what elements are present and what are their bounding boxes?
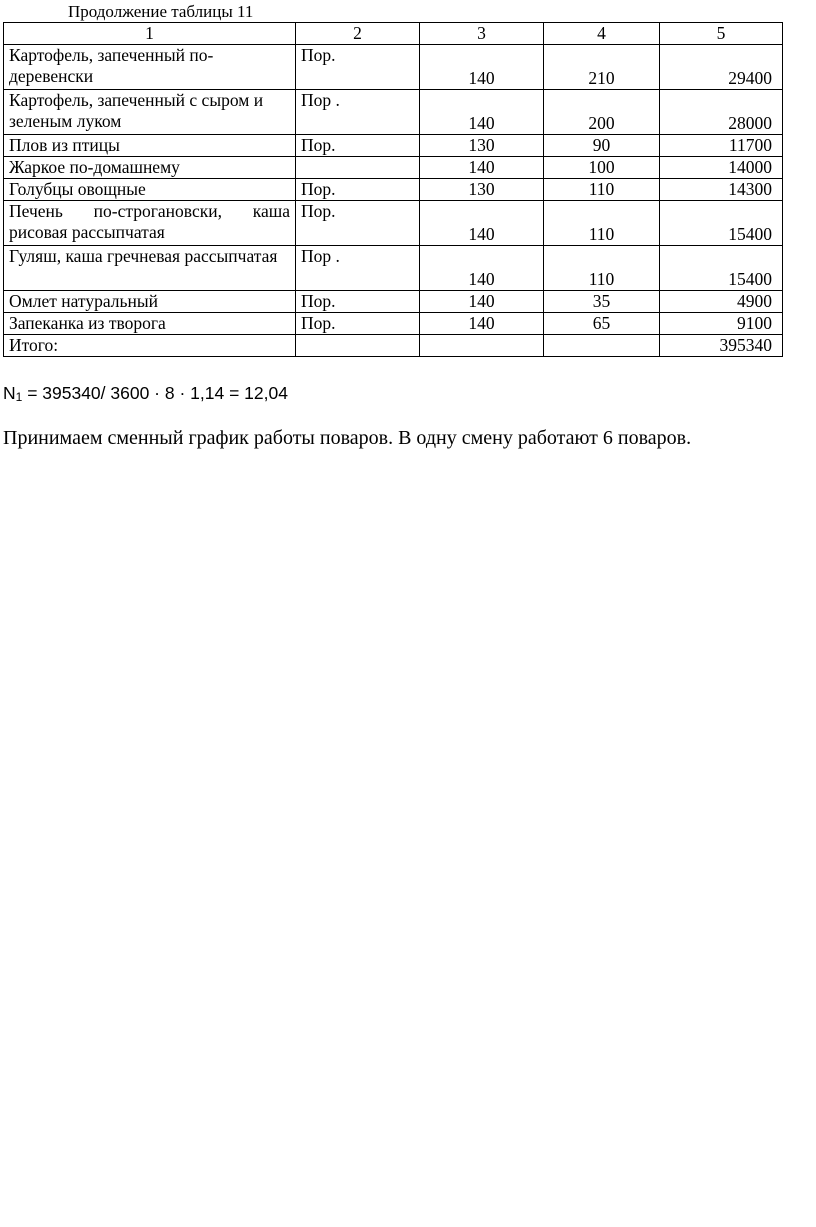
table-row [4,179,783,201]
cell-col5: 4900 [660,291,783,313]
table-row [4,201,783,246]
dish-unit: Пор . [296,246,420,291]
table-caption: Продолжение таблицы 11 [68,2,254,21]
cell-col5: 15400 [660,246,783,291]
cell-col3: 140 [420,201,544,246]
cell-col4: 110 [544,246,660,291]
column-header: 3 [420,23,544,45]
empty-cell [296,335,420,357]
empty-cell [420,335,544,357]
dish-unit: Пор. [296,135,420,157]
table-header-row [4,23,783,45]
cell-col4: 200 [544,90,660,135]
cell-col3: 130 [420,179,544,201]
cell-col4: 210 [544,45,660,90]
cell-col4: 35 [544,291,660,313]
cell-col3: 130 [420,135,544,157]
cell-col3: 140 [420,246,544,291]
empty-cell [544,335,660,357]
table-row [4,45,783,90]
cell-col5: 28000 [660,90,783,135]
cell-col5: 14000 [660,157,783,179]
dish-unit: Пор. [296,45,420,90]
dish-unit [296,157,420,179]
cell-col4: 100 [544,157,660,179]
body-paragraph: Принимаем сменный график работы поваров. В одну смену работают 6 поваров. [3,427,692,449]
dish-name: Жаркое по-домашнему [4,157,296,179]
total-label: Итого: [4,335,296,357]
dish-name: Гуляш, каша гречневая рассыпчатая [4,246,296,291]
table-row [4,313,783,335]
cell-col4: 110 [544,179,660,201]
dish-unit: Пор. [296,291,420,313]
dish-name: Картофель, запеченный с сыром и зеленым луком [4,90,296,135]
dish-name: Печень по-строгановски, каша рисовая рассыпчатая [4,201,296,246]
total-value: 395340 [660,335,783,357]
cell-col3: 140 [420,90,544,135]
dish-unit: Пор. [296,313,420,335]
formula-symbol: N [3,383,16,403]
table-row [4,246,783,291]
cell-col4: 90 [544,135,660,157]
cell-col5: 15400 [660,201,783,246]
dish-name: Картофель, запеченный по-деревенски [4,45,296,90]
cell-col4: 65 [544,313,660,335]
cell-col5: 11700 [660,135,783,157]
table-row [4,135,783,157]
formula-line [3,382,288,408]
table-row [4,157,783,179]
dish-unit: Пор . [296,90,420,135]
table-row [4,90,783,135]
column-header: 4 [544,23,660,45]
column-header: 1 [4,23,296,45]
dish-unit: Пор. [296,179,420,201]
cell-col5: 14300 [660,179,783,201]
table-row [4,291,783,313]
dish-name: Голубцы овощные [4,179,296,201]
cell-col5: 29400 [660,45,783,90]
cell-col3: 140 [420,45,544,90]
cell-col3: 140 [420,291,544,313]
dishes-table [3,22,783,357]
dish-unit: Пор. [296,201,420,246]
formula-expression: = 395340/ 3600 · 8 · 1,14 = 12,04 [22,383,288,403]
column-header: 2 [296,23,420,45]
dish-name: Омлет натуральный [4,291,296,313]
cell-col4: 110 [544,201,660,246]
column-header: 5 [660,23,783,45]
dish-name: Плов из птицы [4,135,296,157]
dish-name: Запеканка из творога [4,313,296,335]
cell-col5: 9100 [660,313,783,335]
cell-col3: 140 [420,313,544,335]
table-total-row [4,335,783,357]
cell-col3: 140 [420,157,544,179]
formula-subscript: 1 [15,390,23,404]
